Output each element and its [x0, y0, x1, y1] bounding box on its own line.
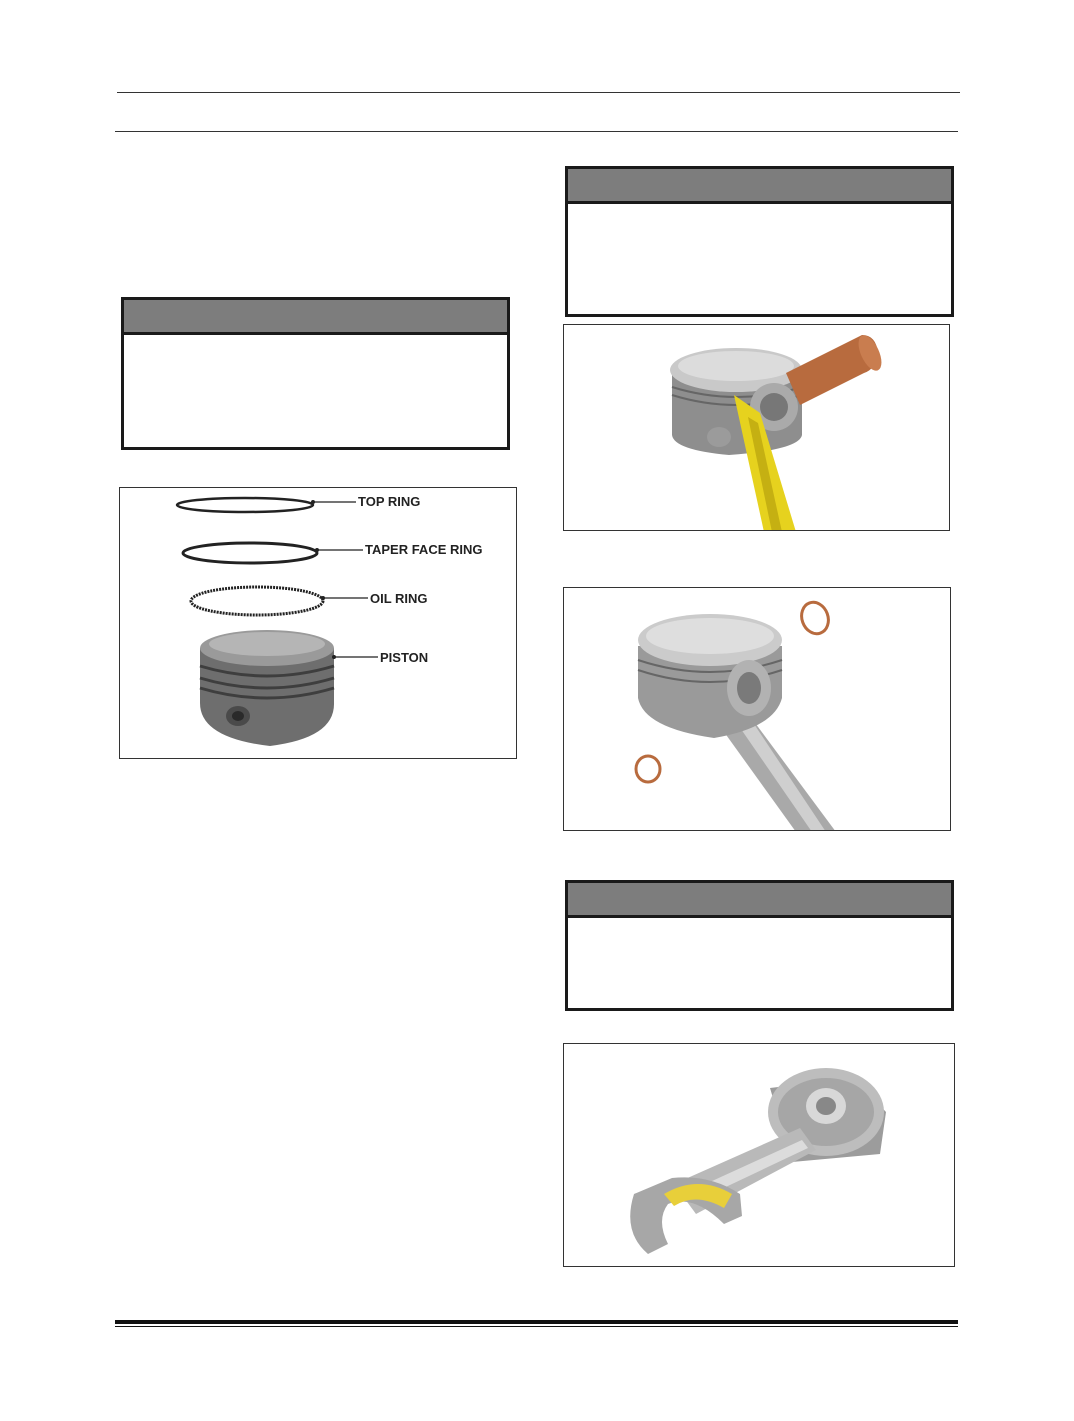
figure-circlips [563, 587, 951, 831]
label-oil-ring: OIL RING [370, 591, 428, 606]
note-box-right-middle [565, 880, 954, 1011]
label-taper-face-ring: TAPER FACE RING [365, 542, 483, 557]
circlip-illustration [564, 588, 951, 831]
taper-face-ring-graphic [183, 543, 317, 563]
label-piston: PISTON [380, 650, 429, 665]
rod-bearing-illustration [564, 1044, 955, 1267]
circlip-upper [797, 599, 832, 638]
piston-pin-illustration [564, 325, 950, 531]
footer-rule-thick [115, 1320, 958, 1324]
note-box-left [121, 297, 510, 450]
top-ring-graphic [177, 498, 313, 512]
figure-piston-pin-insertion [563, 324, 950, 531]
header-rule-top [117, 92, 960, 93]
note-box-left-header [124, 300, 507, 335]
footer-rule-thin [115, 1326, 958, 1327]
oil-ring-graphic [191, 587, 323, 615]
piston-graphic [200, 630, 334, 746]
header-rule-bottom [115, 131, 958, 132]
note-box-right-top [565, 166, 954, 317]
figure-rod-bearing [563, 1043, 955, 1267]
label-top-ring: TOP RING [358, 494, 421, 509]
note-box-right-top-header [568, 169, 951, 204]
circlip-lower [636, 756, 660, 782]
note-box-right-middle-header [568, 883, 951, 918]
figure-piston-rings [119, 487, 517, 759]
piston-rings-illustration [120, 488, 517, 759]
